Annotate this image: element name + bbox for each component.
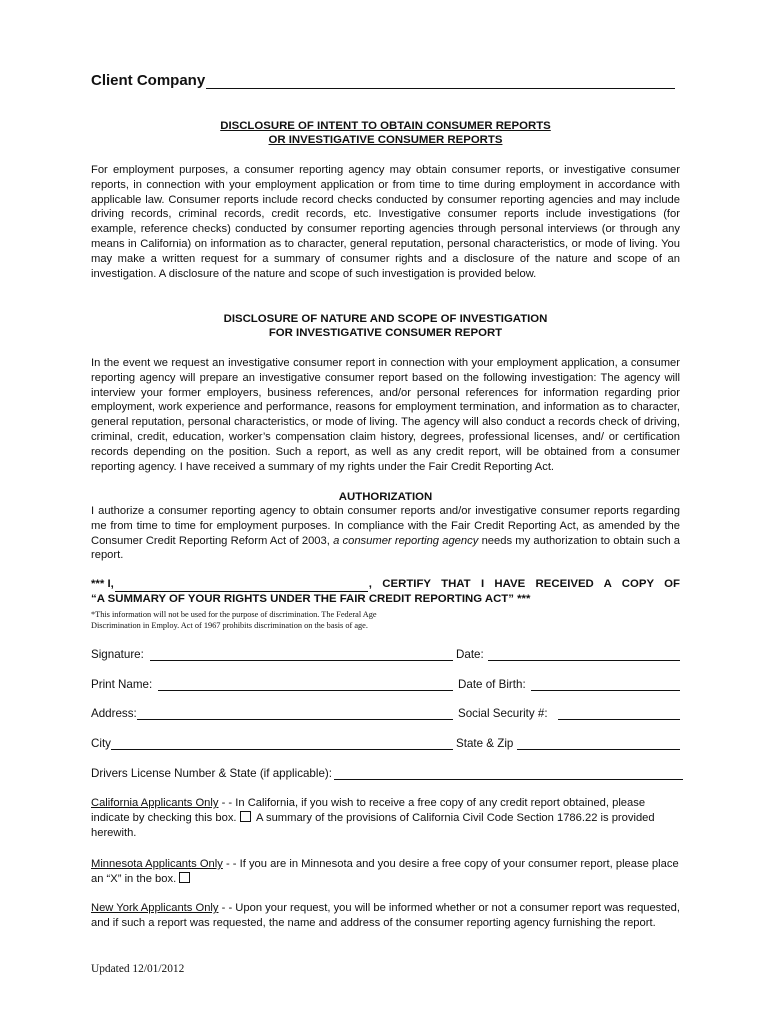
- california-notice: [91, 796, 680, 841]
- date-label: Date:: [456, 648, 484, 661]
- print-name-field: [91, 675, 453, 691]
- nature-scope-body: In the event we request an investigative consumer report in connection with your employment application, a consumer reporting agency will prepare an investigative consumer report based on the following investigation: The agency will interview your former employers, business references, and/or personal references for information regarding prior employment, work experience and performance, reasons for employment termination, and information as to character, general reputation, personal characteristics, or mode of living. The agency will also conduct a records check of driving, criminal, credit, education, worker’s compensation claim history, degrees, professional licenses, and/ or certification records depending on the position. Such a report, as well as any credit report, will be obtained from a consumer reporting agency. I have received a summary of my rights under the Fair Credit Reporting Act.: [91, 357, 680, 473]
- authorization-body: [91, 504, 680, 563]
- authorization-body-end: needs my authorization to obtain such a report.: [91, 534, 681, 562]
- date-field: [456, 645, 680, 661]
- updated-date: Updated 12/01/2012: [91, 963, 185, 975]
- ssn-label: Social Security #:: [458, 707, 548, 720]
- dob-label: Date of Birth:: [458, 678, 526, 691]
- disclosure-heading: [91, 119, 680, 147]
- print-name-input-line[interactable]: [158, 679, 453, 691]
- state-zip-input-line[interactable]: [517, 738, 680, 750]
- client-company-input-line[interactable]: [206, 75, 675, 89]
- dob-input-line[interactable]: [531, 679, 680, 691]
- ssn-field: [458, 704, 680, 720]
- authorization-body-italic: a consumer reporting agency: [333, 534, 479, 547]
- certify-name-input-line[interactable]: [115, 581, 368, 592]
- age-discrimination-disclaimer: [91, 609, 431, 631]
- date-input-line[interactable]: [488, 649, 680, 661]
- nature-title-line2: FOR INVESTIGATIVE CONSUMER REPORT: [268, 327, 503, 339]
- certify-prefix: *** I,: [91, 578, 114, 590]
- minnesota-text1: - - If you are in Minnesota and you desire a free copy of your consumer report, please place an “X” in the box.: [91, 858, 679, 885]
- dob-field: [458, 675, 680, 691]
- drivers-license-field: [91, 764, 683, 780]
- signature-label: Signature:: [91, 648, 144, 661]
- state-zip-label: State & Zip: [456, 737, 514, 750]
- nature-scope-heading: [91, 312, 680, 340]
- ssn-input-line[interactable]: [558, 708, 680, 720]
- newyork-text1: - - Upon your request, you will be informed whether or not a consumer report was requested, and if such a report was requested, the name and address of the consumer reporting agency furnishing the report.: [91, 902, 681, 929]
- client-company-label: Client Company: [91, 72, 206, 89]
- minnesota-notice: [91, 857, 680, 887]
- drivers-license-input-line[interactable]: [334, 768, 683, 780]
- newyork-heading: New York Applicants Only: [91, 902, 219, 914]
- disclosure-body: For employment purposes, a consumer reporting agency may obtain consumer reports, or investigative consumer reports, in connection with your employment application or from time to time during employment in accordance with applicable law. Consumer reports include record checks conducted by consumer reporting agencies and may include driving records, criminal records, credit records, etc. Investigative consumer reports include investigations (for example, reference checks) conducted by consumer reporting agencies through personal interviews (or through any means in California) on information as to character, general reputation, personal characteristics, or mode of living. You may make a written request for a summary of consumer rights and a disclosure of the nature and scope of an investigation. A disclosure of the nature and scope of such investigation is provided below.: [91, 164, 680, 280]
- print-name-label: Print Name:: [91, 678, 153, 691]
- city-input-line[interactable]: [111, 738, 453, 750]
- california-heading: California Applicants Only: [91, 797, 219, 809]
- california-text2: A summary of the provisions of California Civil Code Section 1786.22 is provided herewith.: [91, 812, 655, 839]
- address-input-line[interactable]: [137, 708, 453, 720]
- drivers-license-label: Drivers License Number & State (if applicable):: [91, 767, 332, 780]
- city-label: City: [91, 737, 111, 750]
- disclosure-title-line2: OR INVESTIGATIVE CONSUMER REPORTS: [268, 134, 503, 146]
- california-text1: - - In California, if you wish to receive a free copy of any credit report obtained, please indicate by checking this box.: [91, 797, 646, 824]
- minnesota-heading: Minnesota Applicants Only: [91, 858, 223, 870]
- address-label: Address:: [91, 707, 137, 720]
- disclaimer-line1: *This information will not be used for the purpose of discrimination. The Federal Age: [91, 610, 377, 619]
- certify-suffix: , CERTIFY THAT I HAVE RECEIVED A COPY OF: [368, 578, 680, 590]
- disclosure-title-line1: DISCLOSURE OF INTENT TO OBTAIN CONSUMER REPORTS: [220, 120, 551, 132]
- california-free-copy-checkbox[interactable]: [240, 811, 251, 822]
- minnesota-free-copy-checkbox[interactable]: [179, 872, 190, 883]
- signature-input-line[interactable]: [150, 649, 453, 661]
- authorization-heading: AUTHORIZATION: [338, 491, 433, 503]
- certify-line2: “A SUMMARY OF YOUR RIGHTS UNDER THE FAIR CREDIT REPORTING ACT” ***: [91, 593, 531, 605]
- city-field: [91, 734, 453, 750]
- authorization-body-start: I authorize a consumer reporting agency to obtain consumer reports and/or investigative consumer reports regarding me from time to time for employment purposes. In compliance with the Fair Credit Reporting Act, as amended by the Consumer Credit Reporting Reform Act of 2003,: [91, 505, 680, 547]
- client-company-field: [91, 65, 675, 89]
- certification-statement: [91, 577, 680, 607]
- newyork-notice: [91, 901, 680, 931]
- address-field: [91, 704, 453, 720]
- nature-title-line1: DISCLOSURE OF NATURE AND SCOPE OF INVESTIGATION: [223, 313, 548, 325]
- disclaimer-line2: Discrimination in Employ. Act of 1967 prohibits discrimination on the basis of age.: [91, 621, 368, 630]
- state-zip-field: [456, 734, 680, 750]
- signature-field: [91, 645, 453, 661]
